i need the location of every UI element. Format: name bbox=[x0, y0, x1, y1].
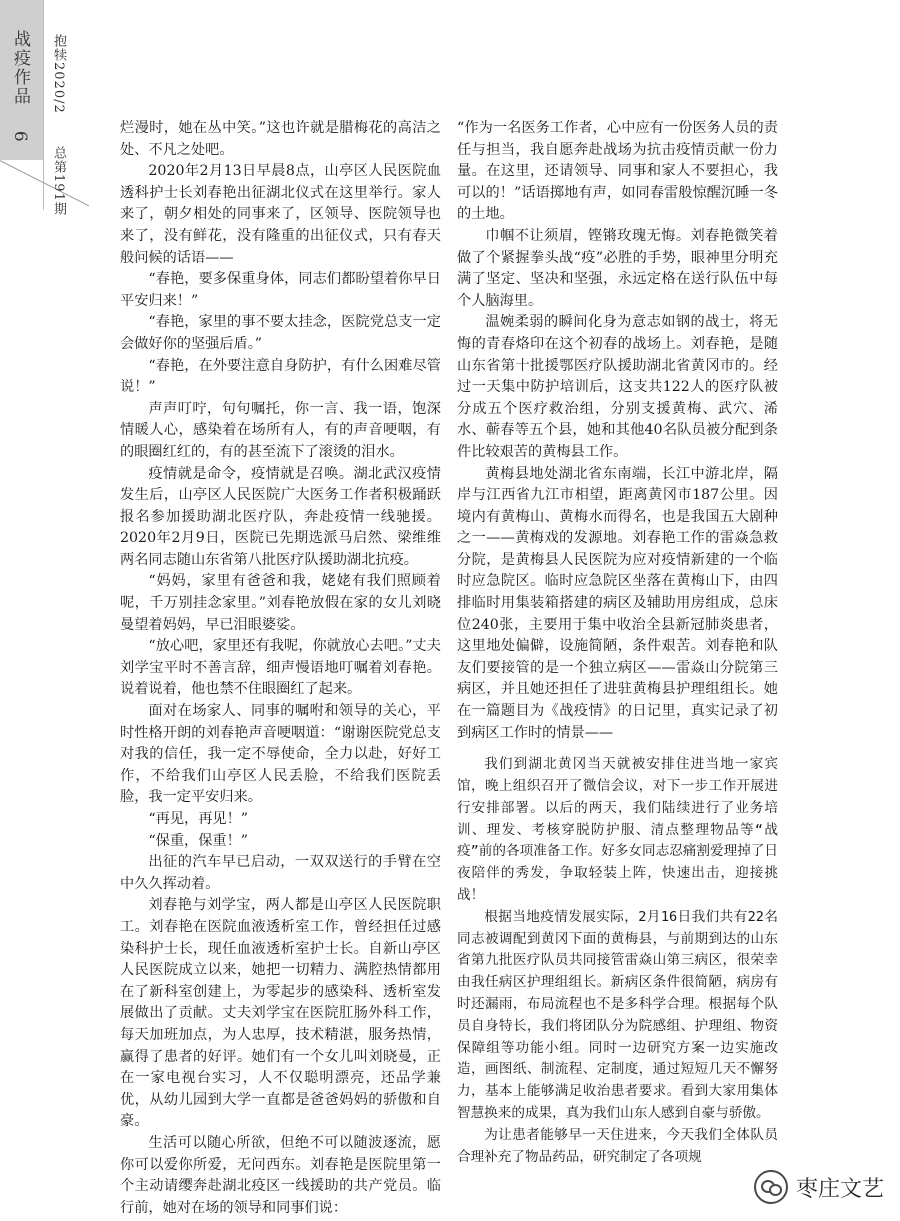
paragraph: “春艳，家里的事不要太挂念，医院党总支一定会做好你的坚强后盾。” bbox=[120, 314, 441, 352]
paragraph: “春艳，在外要注意自身防护，有什么困难尽管说！” bbox=[120, 357, 441, 396]
fold-corner-line bbox=[0, 160, 89, 206]
wechat-icon bbox=[754, 1170, 788, 1204]
paragraph: 出征的汽车早已启动，一双双送行的手臂在空中久久挥动着。 bbox=[120, 854, 441, 892]
paragraph: “再见，再见！” bbox=[148, 811, 249, 827]
paragraph: 生活可以随心所欲，但绝不可以随波逐流，愿你可以爱你所爱，无问西东。刘春艳是医院里第一个主动请缨奔赴湖北疫区一线援助的共产党员。临行前，她对在场的领导和同事们说： bbox=[120, 1134, 441, 1216]
article-column-right bbox=[457, 118, 778, 1168]
paragraph: 2020年2月13日早晨8点，山亭区人民医院血透科护士长刘春艳出征湖北仪式在这里举行。家人来了，朝夕相处的同事来了，区领导、医院领导也来了，没有鲜花，没有隆重的出征仪式，只有春天般问候的话语—— bbox=[120, 163, 441, 266]
journal-meta bbox=[50, 34, 68, 216]
paragraph: 烂漫时，她在丛中笑。”这也许就是腊梅花的高洁之处、不凡之处吧。 bbox=[120, 120, 441, 158]
article-column-left bbox=[120, 118, 441, 1219]
paragraph: “春艳，要多保重身体，同志们都盼望着你早日平安归来！” bbox=[120, 271, 441, 309]
total-issue: 总第191期 bbox=[51, 146, 66, 216]
paragraph: 疫情就是命令，疫情就是召唤。湖北武汉疫情发生后，山亭区人民医院广大医务工作者积极踊跃报名参加援助湖北医疗队，奔赴疫情一线驰援。2020年2月9日，医院已先期选派马启然、梁维维两名同志随山东省第八批医疗队援助湖北抗疫。 bbox=[120, 465, 441, 568]
diary-paragraph: 为让患者能够早一天住进来，今天我们全体队员合理补充了物品药品，研究制定了各项规 bbox=[457, 1126, 778, 1165]
paragraph: 温婉柔弱的瞬间化身为意志如钢的战士，将无悔的青春烙印在这个初春的战场上。刘春艳，是随山东省第十批援鄂医疗队援助湖北省黄冈市的。经过一天集中防护培训后，这支共122人的医疗队被分成五个医疗救治组，分别支援黄梅、武穴、浠水、蕲春等五个县，她和其他40名队员被分配到条件比较艰苦的黄梅县工作。 bbox=[457, 314, 778, 460]
section-title: 战疫作品 bbox=[10, 30, 30, 106]
paragraph: “妈妈，家里有爸爸和我，姥姥有我们照顾着呢，千万别挂念家里。”刘春艳放假在家的女儿刘晓曼望着妈妈，早已泪眼婆娑。 bbox=[120, 573, 441, 633]
section-label bbox=[11, 30, 33, 144]
paragraph: 刘春艳与刘学宝，两人都是山亭区人民医院职工。刘春艳在医院血液透析室工作，曾经担任过感染科护士长，现任血液透析室护士长。自新山亭区人民医院成立以来，她把一切精力、满腔热情都用在了新科室创建上，为零起步的感染科、透析室发展做出了贡献。丈夫刘学宝在医院肛肠外科工作，每天加班加点，为人忠厚，技术精湛，服务热情，赢得了患者的好评。她们有一个女儿叫刘晓曼，正在一家电视台实习，人不仅聪明漂亮，还品学兼优，从幼儿园到大学一直都是爸爸妈妈的骄傲和自豪。 bbox=[120, 897, 441, 1130]
watermark-text: 枣庄文艺 bbox=[796, 1176, 885, 1202]
paragraph: 声声叮咛，句句嘱托，你一言、我一语，饱深情暖人心，感染着在场所有人，有的声音哽咽，有的眼圈红红的，有的甚至流下了滚烫的泪水。 bbox=[120, 400, 441, 460]
paragraph: 面对在场家人、同事的嘱咐和领导的关心，平时性格开朗的刘春艳声音哽咽道：“谢谢医院党总支对我的信任，我一定不辱使命，全力以赴，好好工作，不给我们山亭区人民丢脸，不给我们医院丢脸，我一定平安归来。 bbox=[120, 703, 441, 806]
diary-paragraph: 根据当地疫情发展实际，2月16日我们共有22名同志被调配到黄冈下面的黄梅县，与前期到达的山东省第九批医疗队员共同接管雷焱山第三病区，很荣幸由我任病区护理组组长。新病区条件很简陋，病房有时还漏雨，布局流程也不是多科学合理。根据每个队员自身特长，我们将团队分为院感组、护理组、物资保障组等功能小组。同时一边研究方案一边实施改造，画图纸、制流程、定制度，通过短短几天不懈努力，基本上能够满足收治患者要求。看到大家用集体智慧换来的成果，真为我们山东人感到自豪与骄傲。 bbox=[457, 908, 778, 1121]
page-number: 6 bbox=[10, 130, 30, 144]
paragraph: “作为一名医务工作者，心中应有一份医务人员的责任与担当，我自愿奔赴战场为抗击疫情贡献一份力量。在这里，还请领导、同事和家人不要担心，我可以的！”话语掷地有声，如同春雷般惊醒沉睡一冬的土地。 bbox=[457, 120, 778, 223]
fold-line bbox=[43, 0, 44, 210]
paragraph: 黄梅县地处湖北省东南端，长江中游北岸，隔岸与江西省九江市相望，距离黄冈市187公里。因境内有黄梅山、黄梅水而得名，也是我国五大剧种之一——黄梅戏的发源地。刘春艳工作的雷焱急救分院，是黄梅县人民医院为应对疫情新建的一个临时应急院区。临时应急院区坐落在黄梅山下，由四排临时用集装箱搭建的病区及辅助用房组成，总床位240张，主要用于集中收治全县新冠肺炎患者，这里地处偏僻，设施简陋，条件艰苦。刘春艳和队友们要接管的是一个独立病区——雷焱山分院第三病区，并且她还担任了进驻黄梅县护理组组长。她在一篇题目为《战疫情》的日记里，真实记录了初到病区工作时的情景—— bbox=[457, 465, 778, 741]
article-body-right bbox=[457, 118, 778, 744]
account-watermark bbox=[754, 1168, 884, 1206]
diary-paragraph: 我们到湖北黄冈当天就被安排住进当地一家宾馆，晚上组织召开了微信会议，对下一步工作开展进行安排部署。以后的两天，我们陆续进行了业务培训、理发、考核穿脱防护服、清点整理物品等“战疫”前的各项准备工作。好多女同志忍痛割爱理掉了日夜陪伴的秀发，争取轻装上阵，快速出击，迎接挑战！ bbox=[457, 756, 778, 903]
journal-issue: 抱犊2020/2 bbox=[51, 34, 66, 114]
paragraph: “放心吧，家里还有我呢，你就放心去吧。”丈夫刘学宝平时不善言辞，细声慢语地叮嘱着刘春艳。说着说着，他也禁不住眼圈红了起来。 bbox=[120, 638, 441, 698]
diary-excerpt bbox=[457, 754, 778, 1168]
paragraph: 巾帼不让须眉，铿锵玫瑰无悔。刘春艳微笑着做了个紧握拳头战“疫”必胜的手势，眼神里分明充满了坚定、坚决和坚强，永远定格在送行队伍中每个人脑海里。 bbox=[457, 227, 778, 309]
paragraph: “保重，保重！” bbox=[148, 832, 249, 849]
